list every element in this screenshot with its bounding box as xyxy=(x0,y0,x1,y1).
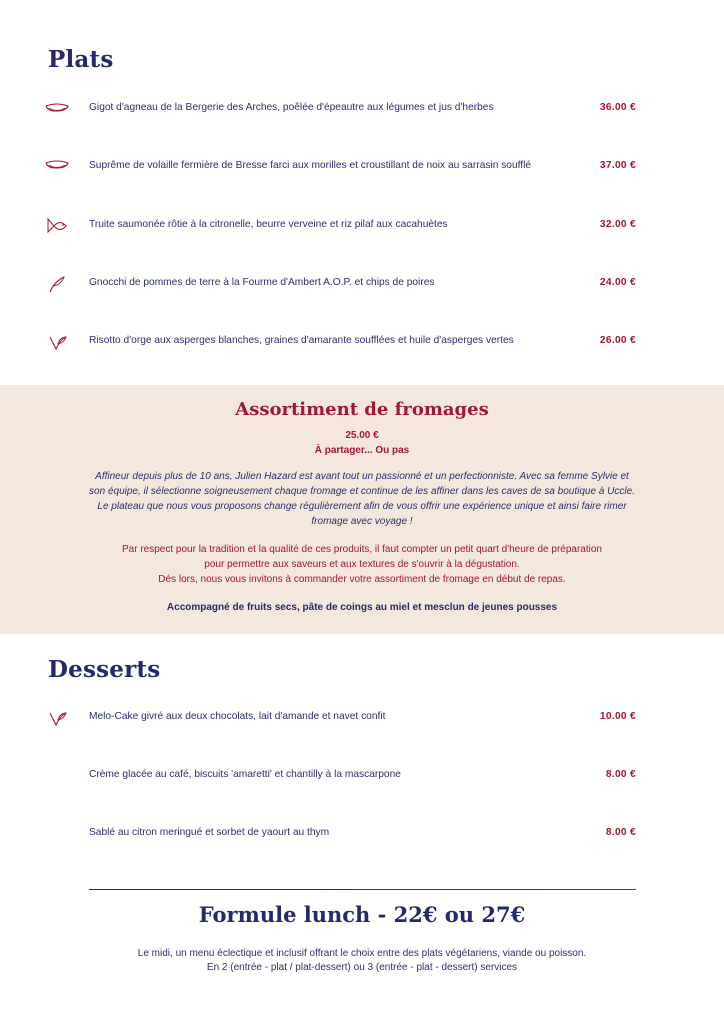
item-description: Risotto d'orge aux asperges blanches, graines d'amarante soufflées et huile d'asperges vertes xyxy=(89,335,514,346)
menu-item xyxy=(0,708,724,732)
menu-item xyxy=(0,274,724,298)
cheese-section xyxy=(0,385,724,634)
vegan-icon xyxy=(44,332,70,352)
item-price: 8.00 € xyxy=(605,769,636,780)
menu-item xyxy=(0,216,724,240)
item-price: 36.00 € xyxy=(599,102,636,113)
menu-item xyxy=(0,824,724,848)
preparation-line: pour permettre aux saveurs et aux textures de s'ouvrir à la dégustation. xyxy=(204,559,520,570)
preparation-line: Dés lors, nous vous invitons à commander votre assortiment de fromage en début de repas. xyxy=(158,574,566,585)
vegetarian-icon xyxy=(44,274,70,294)
poultry-icon xyxy=(44,157,70,177)
divider xyxy=(89,889,636,890)
item-description: Sablé au citron meringué et sorbet de yaourt au thym xyxy=(89,827,330,838)
item-price: 10.00 € xyxy=(599,711,636,722)
menu-item xyxy=(0,332,724,356)
item-price: 8.00 € xyxy=(605,827,636,838)
lunch-title: Formule lunch - 22€ ou 27€ xyxy=(198,902,526,927)
lamb-icon xyxy=(44,99,70,119)
plats-title: Plats xyxy=(48,46,114,73)
menu-item xyxy=(0,766,724,790)
item-description: Gigot d'agneau de la Bergerie des Arches, poêlée d'épeautre aux légumes et jus d'herbes xyxy=(89,102,494,113)
cheese-title: Assortiment de fromages xyxy=(235,399,489,420)
fish-icon xyxy=(44,216,70,236)
lunch-line: Le midi, un menu éclectique et inclusif offrant le choix entre des plats végétariens, viande ou poisson. xyxy=(137,948,587,959)
item-description: Melo-Cake givré aux deux chocolats, lait d'amande et navet confit xyxy=(89,711,386,722)
desserts-title: Desserts xyxy=(48,656,161,683)
cheese-preparation-note xyxy=(88,542,636,587)
cheese-accompaniment: Accompagné de fruits secs, pâte de coings au miel et mesclun de jeunes pousses xyxy=(166,602,558,613)
item-price: 26.00 € xyxy=(599,335,636,346)
cheese-price: 25.00 € xyxy=(345,430,379,441)
item-price: 24.00 € xyxy=(599,277,636,288)
item-description: Suprême de volaille fermière de Bresse farci aux morilles et croustillant de noix au sarrasin soufflé xyxy=(89,160,532,171)
item-description: Gnocchi de pommes de terre à la Fourme d'Ambert A.O.P. et chips de poires xyxy=(89,277,435,288)
lunch-description xyxy=(0,947,724,975)
menu-item xyxy=(0,157,724,181)
cheese-description: Affineur depuis plus de 10 ans, Julien Hazard est avant tout un passionné et un perfectionniste. Avec sa femme Sylvie et son équipe, il sélectionne soigneusement chaque fromage et continue de les affiner dans les caves de sa boutique à Uccle. Le plateau que nous vous proposons change régulièrement afin de vous offrir une expérience unique et ainsi faire rimer fromage avec voyage ! xyxy=(89,471,635,527)
item-price: 37.00 € xyxy=(599,160,636,171)
item-description: Crème glacée au café, biscuits 'amaretti' et chantilly à la mascarpone xyxy=(89,769,401,780)
vegan-icon xyxy=(44,708,70,728)
menu-item xyxy=(0,99,724,123)
lunch-line: En 2 (entrée - plat / plat-dessert) ou 3 (entrée - plat - dessert) services xyxy=(206,962,518,973)
cheese-subtitle: À partager... Ou pas xyxy=(314,445,410,456)
item-price: 32.00 € xyxy=(599,219,636,230)
preparation-line: Par respect pour la tradition et la qualité de ces produits, il faut compter un petit quart d'heure de préparation xyxy=(122,544,602,555)
item-description: Truite saumonée rôtie à la citronelle, beurre verveine et riz pilaf aux cacahuètes xyxy=(89,219,448,230)
